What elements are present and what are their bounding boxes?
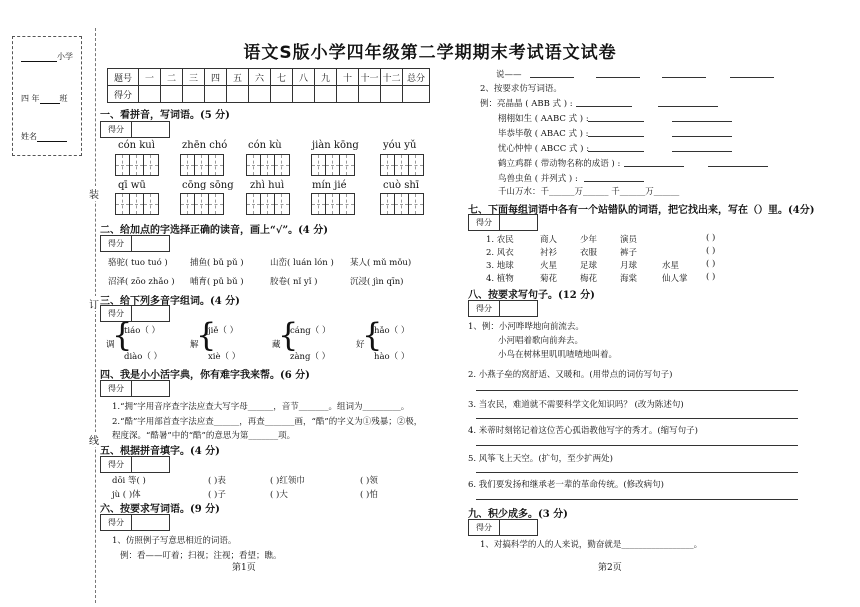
reading-item: 哺育( pǔ bǔ ) xyxy=(190,277,244,287)
r-qian: 千山万水：千______万______ 千______万______ xyxy=(498,187,680,197)
q4-2b: 程度深。“酷暑”中的“酷”的意思为第_______项。 xyxy=(112,431,296,441)
word: 梅花 xyxy=(580,274,598,284)
brace: { xyxy=(362,316,383,354)
reading-item: 某人( mǔ mǒu) xyxy=(350,258,412,268)
page-number-2: 第2页 xyxy=(598,563,622,573)
name-field: 姓名 xyxy=(21,131,67,142)
section-5-heading: 五、根据拼音填字。(4 分) xyxy=(100,446,220,457)
score-box-8: 得分 xyxy=(468,300,538,317)
word: 火星 xyxy=(540,261,558,271)
margin-char-xian: 线 xyxy=(89,432,99,447)
polyphone-reading: hào（ ） xyxy=(374,352,410,362)
word: 2. 风衣 xyxy=(486,248,514,258)
section-1-heading: 一、看拼音，写词语。(5 分) xyxy=(100,110,230,121)
cell: 一 xyxy=(139,69,161,86)
fill-item: ( )领 xyxy=(360,476,378,486)
r-abcc: 忧心忡忡 ( ABCC 式 ) : xyxy=(498,144,590,154)
cell: 十一 xyxy=(359,69,381,86)
binding-line xyxy=(95,28,96,603)
write-grid[interactable] xyxy=(380,193,424,215)
answer-line[interactable] xyxy=(476,445,798,446)
polyphone-reading: hǎo（ ） xyxy=(374,326,410,336)
q8-1: 1、例：小河哗哗地向前流去。 xyxy=(468,322,584,332)
pinyin-2-5: cuò shī xyxy=(383,180,420,191)
polyphone-char: 解 xyxy=(190,340,199,350)
section-7-heading: 七、下面每组词语中各有一个站错队的词语，把它找出来，写在（）里。(4分) xyxy=(468,205,815,216)
score-box-4: 得分 xyxy=(100,380,170,397)
word: 衬衫 xyxy=(540,248,558,258)
answer-line[interactable] xyxy=(672,121,732,122)
reading-item: 山峦( luán lón ) xyxy=(270,258,334,268)
school-field: 小学 xyxy=(21,51,73,62)
q8-6: 6. 我们要发扬和继承老一辈的革命传统。(修改病句) xyxy=(468,480,664,490)
pinyin-1-4: jiàn kōng xyxy=(312,140,359,151)
write-grid[interactable] xyxy=(246,154,290,176)
answer-line[interactable] xyxy=(588,151,644,152)
write-grid[interactable] xyxy=(180,154,224,176)
answer-line[interactable] xyxy=(672,136,732,137)
q6-example: 例：看——叮着；扫视；注视；看望；瞧。 xyxy=(120,551,282,561)
word: 1. 农民 xyxy=(486,235,514,245)
write-grid[interactable] xyxy=(180,193,224,215)
section-9-heading: 九、积少成多。(3 分) xyxy=(468,509,568,520)
reading-item: 胶卷( nǐ yǐ ) xyxy=(270,277,318,287)
section-6-heading: 六、按要求写词语。(9 分) xyxy=(100,504,220,515)
answer-line[interactable] xyxy=(658,106,718,107)
r-abb: 例：亮晶晶 ( ABB 式 ) : xyxy=(480,99,573,109)
answer-line[interactable] xyxy=(624,166,684,167)
section-2-heading: 二、给加点的字选择正确的读音，画上“√”。(4 分) xyxy=(100,225,328,236)
exam-title: 语文S版小学四年级第二学期期末考试语文试卷 xyxy=(243,43,617,63)
polyphone-char: 好 xyxy=(356,340,365,350)
word: 演员 xyxy=(620,235,638,245)
answer-line[interactable] xyxy=(476,499,798,500)
r-bing: 鸟兽虫鱼 ( 并列式 ) : xyxy=(498,174,578,184)
word: 裤子 xyxy=(620,248,638,258)
pinyin-2-4: mín jié xyxy=(312,180,347,191)
word: 月球 xyxy=(620,261,638,271)
write-grid[interactable] xyxy=(246,193,290,215)
score-box-7: 得分 xyxy=(468,214,538,231)
pinyin-1-5: yóu yǔ xyxy=(383,140,417,151)
polyphone-reading: diào（ ） xyxy=(124,352,163,362)
answer-line[interactable] xyxy=(596,77,640,78)
answer-line[interactable] xyxy=(476,472,798,473)
answer-line[interactable] xyxy=(588,121,644,122)
q6-1: 1、仿照例子写意思相近的词语。 xyxy=(112,536,237,546)
word: 4. 植物 xyxy=(486,274,514,284)
margin-char-zhuang: 装 xyxy=(89,186,99,201)
reading-item: 沉浸( jìn qīn) xyxy=(350,277,404,287)
class-field: 四 年 班 xyxy=(21,94,68,103)
pinyin-2-2: cōng sōng xyxy=(182,180,234,191)
section-4-heading: 四、我是小小活字典，你有难字我来帮。(6 分) xyxy=(100,370,310,381)
answer-paren[interactable]: ( ) xyxy=(706,272,716,282)
cell: 九 xyxy=(315,69,337,86)
pinyin-2-3: zhì huì xyxy=(250,180,285,191)
word: 仙人掌 xyxy=(662,274,688,284)
r-abac: 毕恭毕敬 ( ABAC 式 ) : xyxy=(498,129,589,139)
answer-line[interactable] xyxy=(672,151,732,152)
q8-2: 2. 小燕子垒的窝舒适、又暖和。(用带点的词仿写句子) xyxy=(468,370,673,380)
q8-4: 4. 米蒂时刻铭记着这位苦心孤诣教他写字的秀才。(缩写句子) xyxy=(468,426,698,436)
cell: 题号 xyxy=(108,69,139,86)
q8-1b: 小河唱着歌向前奔去。 xyxy=(498,336,584,346)
fill-item: dōi 等( ) xyxy=(112,476,146,486)
score-box-3: 得分 xyxy=(100,305,170,322)
r-q2: 2、按要求仿写词语。 xyxy=(480,84,562,94)
polyphone-char: 调 xyxy=(106,340,115,350)
write-grid[interactable] xyxy=(311,193,355,215)
score-box-9: 得分 xyxy=(468,519,538,536)
cell: 十二 xyxy=(381,69,403,86)
q4-1: 1.“拥”字用音序查字法应查大写字母______，音节_______。组词为_________。 xyxy=(112,402,410,412)
cell: 十 xyxy=(337,69,359,86)
section-3-heading: 三、给下列多音字组词。(4 分) xyxy=(100,296,240,307)
write-grid[interactable] xyxy=(380,154,424,176)
word: 少年 xyxy=(580,235,598,245)
cell: 六 xyxy=(249,69,271,86)
answer-line[interactable] xyxy=(584,181,644,182)
word: 足球 xyxy=(580,261,598,271)
margin-char-ding: 订 xyxy=(89,296,99,311)
polyphone-reading: xiè（ ） xyxy=(208,352,241,362)
brace: { xyxy=(278,316,299,354)
polyphone-reading: cáng（ ） xyxy=(290,326,331,336)
answer-line[interactable] xyxy=(530,77,574,78)
brace: { xyxy=(196,316,217,354)
answer-line[interactable] xyxy=(662,77,706,78)
answer-line[interactable] xyxy=(588,136,644,137)
cell: 二 xyxy=(161,69,183,86)
answer-line[interactable] xyxy=(476,418,798,419)
word: 3. 地球 xyxy=(486,261,514,271)
q9-1: 1、对搞科学的人的人来说，勤奋就是_________________。 xyxy=(480,540,703,550)
answer-line[interactable] xyxy=(576,106,632,107)
r-shuo: 说—— xyxy=(496,70,522,80)
pinyin-2-1: qī wū xyxy=(118,180,146,191)
answer-paren[interactable]: ( ) xyxy=(706,246,716,256)
brace: { xyxy=(112,316,133,354)
answer-line[interactable] xyxy=(730,77,774,78)
pinyin-1-1: cón kuì xyxy=(118,140,155,151)
score-header-row xyxy=(108,69,430,86)
score-box-2: 得分 xyxy=(100,235,170,252)
fill-item: ( )怕 xyxy=(360,490,378,500)
fill-item: ( )表 xyxy=(208,476,226,486)
cell: 八 xyxy=(293,69,315,86)
pinyin-1-3: cón kù xyxy=(248,140,282,151)
score-box-6: 得分 xyxy=(100,514,170,531)
cell: 得分 xyxy=(108,86,139,103)
q8-3: 3. 当农民，难道就不需要科学文化知识吗？ (改为陈述句) xyxy=(468,400,684,410)
polyphone-reading: zàng（ ） xyxy=(290,352,331,362)
write-grid[interactable] xyxy=(115,154,159,176)
word: 菊花 xyxy=(540,274,558,284)
polyphone-reading: tiáo（ ） xyxy=(124,326,161,336)
fill-item: ( )大 xyxy=(270,490,288,500)
reading-item: 捕鱼( bǔ pǔ ) xyxy=(190,258,244,268)
word: 水星 xyxy=(662,261,680,271)
reading-item: 骆驼( tuo tuó ) xyxy=(108,258,168,268)
polyphone-reading: jiě（ ） xyxy=(208,326,239,336)
q4-2: 2.“酷”字用部首查字法应查______，再查_______画，“酷”的字义为①残暴；②极， xyxy=(112,417,423,427)
cell: 四 xyxy=(205,69,227,86)
answer-line[interactable] xyxy=(708,166,768,167)
cell: 三 xyxy=(183,69,205,86)
score-value-row xyxy=(108,86,430,103)
score-table xyxy=(107,68,430,103)
word: 商人 xyxy=(540,235,558,245)
answer-paren[interactable]: ( ) xyxy=(706,233,716,243)
pinyin-1-2: zhēn chó xyxy=(182,140,228,151)
polyphone-char: 藏 xyxy=(272,340,281,350)
reading-item: 沼泽( zōo zhǎo ) xyxy=(108,277,175,287)
fill-item: ( )子 xyxy=(208,490,226,500)
answer-paren[interactable]: ( ) xyxy=(706,259,716,269)
score-box-5: 得分 xyxy=(100,456,170,473)
cell: 七 xyxy=(271,69,293,86)
write-grid[interactable] xyxy=(311,154,355,176)
q8-1c: 小鸟在树林里叽叽喳喳地叫着。 xyxy=(498,350,618,360)
r-aabc: 栩栩如生 ( AABC 式 ) : xyxy=(498,114,589,124)
word: 海棠 xyxy=(620,274,638,284)
q8-5: 5. 风筝飞上天空。(扩句，至少扩两处) xyxy=(468,454,613,464)
page-number-1: 第1页 xyxy=(232,563,256,573)
fill-item: jù ( )体 xyxy=(112,490,141,500)
fill-item: ( )红领巾 xyxy=(270,476,305,486)
score-box-1: 得分 xyxy=(100,121,170,138)
r-animal: 鹤立鸡群 ( 带动物名称的成语 ) : xyxy=(498,159,621,169)
word: 衣服 xyxy=(580,248,598,258)
cell: 总分 xyxy=(403,69,430,86)
section-8-heading: 八、按要求写句子。(12 分) xyxy=(468,290,595,301)
cell: 五 xyxy=(227,69,249,86)
write-grid[interactable] xyxy=(115,193,159,215)
answer-line[interactable] xyxy=(476,390,798,391)
